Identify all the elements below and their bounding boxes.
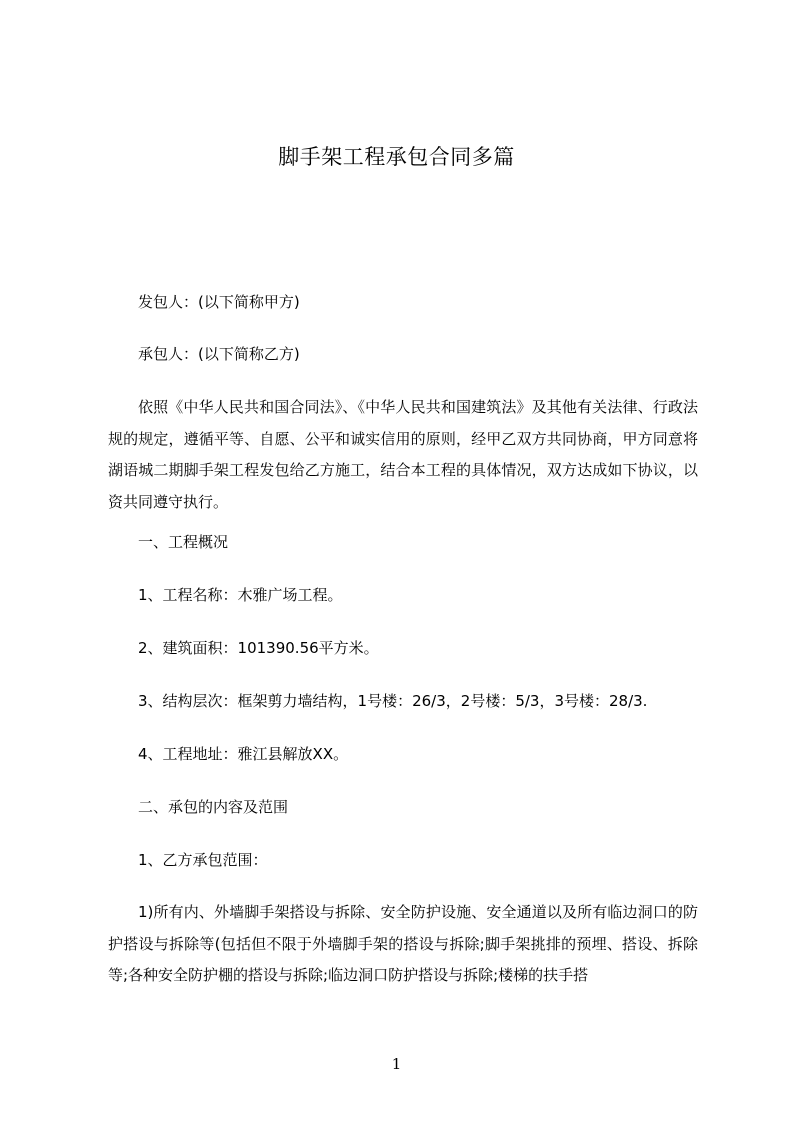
- section-heading-scope: 二、承包的内容及范围: [138, 798, 289, 816]
- paragraph-scope-item-1: 1)所有内、外墙脚手架搭设与拆除、安全防护设施、安全通道以及所有临边洞口的防护搭设与拆除等(包括但不限于外墙脚手架的搭设与拆除;脚手架挑排的预埋、搭设、拆除等;各种安全防护棚的搭设与拆除;临边洞口防护搭设与拆除;楼梯的扶手搭: [108, 903, 698, 984]
- paragraph-project-address: 4、工程地址：雅江县解放XX。: [138, 745, 349, 763]
- paragraph-structure-levels: 3、结构层次：框架剪力墙结构，1号楼：26/3，2号楼：5/3，3号楼：28/3.: [138, 692, 648, 710]
- paragraph-project-name: 1、工程名称：木雅广场工程。: [138, 586, 343, 604]
- paragraph-scope-party-b: 1、乙方承包范围：: [138, 851, 268, 869]
- paragraph-preamble: 依照《中华人民共和国合同法》、《中华人民共和国建筑法》及其他有关法律、行政法规的规定，遵循平等、自愿、公平和诚实信用的原则，经甲乙双方共同协商，甲方同意将湖语城二期脚手架工程发包给乙方施工，结合本工程的具体情况，双方达成如下协议，以资共同遵守执行。: [108, 398, 698, 511]
- paragraph-building-area: 2、建筑面积：101390.56平方米。: [138, 639, 379, 657]
- section-heading-project-overview: 一、工程概况: [138, 533, 229, 551]
- page-number: 1: [391, 1055, 402, 1073]
- document-title: 脚手架工程承包合同多篇: [278, 145, 515, 169]
- paragraph-contractor-party-a: 发包人：(以下简称甲方): [138, 293, 300, 311]
- paragraph-contractor-party-b: 承包人：(以下简称乙方): [138, 345, 300, 363]
